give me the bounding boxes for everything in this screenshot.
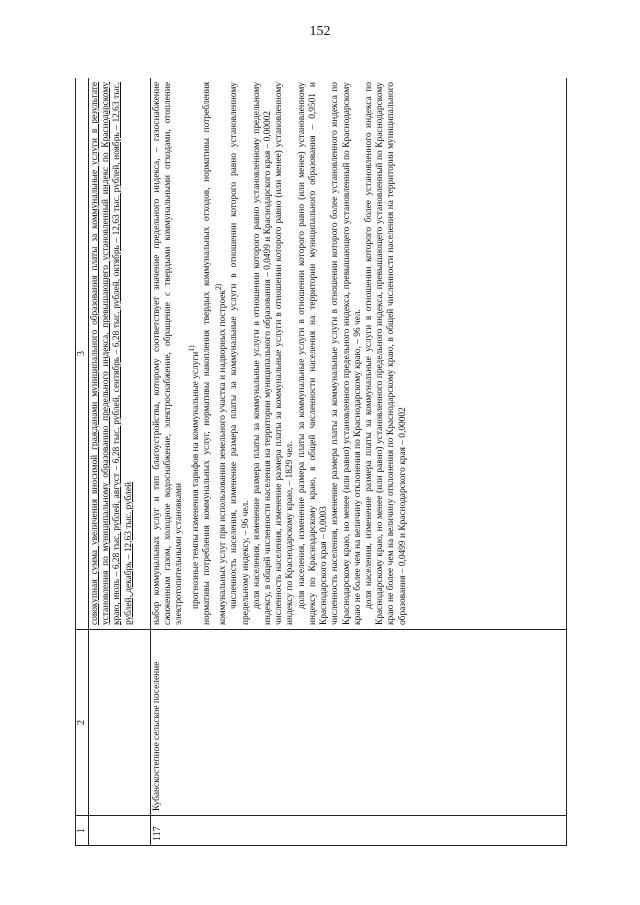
table-row-continuation xyxy=(89,78,151,846)
paragraph-share-equal: доля населения, изменение размера платы за коммунальные услуги в отношении которого равно установленному предельному индексу, в общей численности населения на территории муниципального образования – 0,0499 и Краснодарского края – 0,00002 xyxy=(251,82,274,625)
cont-cell-num xyxy=(89,816,151,846)
paragraph-service-set: набор коммунальных услуг и тип благоустройства, которому соответствует значение предельного индекса, – газоснабжение сжиженным газом, холодное водоснабжение, электроснабжение, обращение с твердыми коммунальными отходами, отопление электротопительными установками xyxy=(152,82,185,625)
header-col-1: 1 xyxy=(76,816,89,846)
paragraph-share-between: доля населения, изменение размера платы за коммунальные услуги в отношении которого более установленного индекса по Краснодарскому краю, но менее (или равно) установленного предельного индекса, превышающего установленный по Краснодарскому краю не более чем на величину отклонения по Краснодарскому краю, в общей численности населения на территории муниципального образования – 0,0499 и Краснодарского края – 0,00002 xyxy=(363,82,408,625)
cont-cell-name xyxy=(89,630,151,816)
row-details xyxy=(151,78,567,630)
cont-paragraph: совокупная сумма увеличения вносимой гражданами муниципального образования платы за коммунальные услуги в результате установления по муниципальному образованию предельного индекса, превышающего установленный индекс по Краснодарскому краю, июль – 6,28 тыс. рублей, август – 6,28 тыс. рублей, сентябрь – 6,28 тыс. рублей, октябрь – 12,63 тыс. рублей, ноябрь – 12,63 тыс. рублей, декабрь – 12,63 тыс. рублей xyxy=(90,82,134,625)
cont-cell-text xyxy=(89,78,151,630)
paragraph-population-below: численность населения, изменение размера платы за коммунальные услуги в отношении которого равно (или менее) установленному индексу по Краснодарскому краю, – 1829 чел. xyxy=(274,82,296,625)
document-table xyxy=(75,78,567,846)
paragraph-population-equal: численность населения, изменение размера платы за коммунальные услуги в отношении которого равно установленному предельному индексу, – 96 чел. xyxy=(229,82,251,625)
table-row-117 xyxy=(151,78,567,846)
table-header-row xyxy=(76,78,89,846)
row-number: 117 xyxy=(151,816,567,846)
row-municipality-name: Кубанскостепное сельское поселение xyxy=(151,630,567,816)
header-col-3: 3 xyxy=(76,78,89,630)
paragraph-share-below: доля населения, изменение размера платы за коммунальные услуги в отношении которого равно (или менее) установленному индексу по Краснодарскому краю, в общей численности населения на территории муниципального образования – 0,9501 и Краснодарского края – 0,0003 xyxy=(296,82,330,625)
page-number: 152 xyxy=(309,24,331,39)
paragraph-tariff-forecast: прогнозные темпы изменения тарифов на коммунальные услуги$^{1)}$ xyxy=(186,345,201,609)
paragraph-norms: нормативы потребления коммунальных услуг, нормативы накопления твердых коммунальных отходов, нормативы потребления коммунальных услуг при использовании земельного участка и надворных построек$^{2)}$ xyxy=(201,82,229,625)
paragraph-population-between: численность населения, изменение размера платы за коммунальные услуги в отношении которого более установленного индекса по Краснодарскому краю, но менее (или равно) установленного предельного индекса, превышающего установленный по Краснодарскому краю не более чем на величину отклонения по Краснодарскому краю, – 96 чел. xyxy=(330,82,363,625)
header-col-2: 2 xyxy=(76,630,89,816)
rotated-table-container xyxy=(75,78,567,846)
rotated-table-wrapper xyxy=(75,78,567,846)
